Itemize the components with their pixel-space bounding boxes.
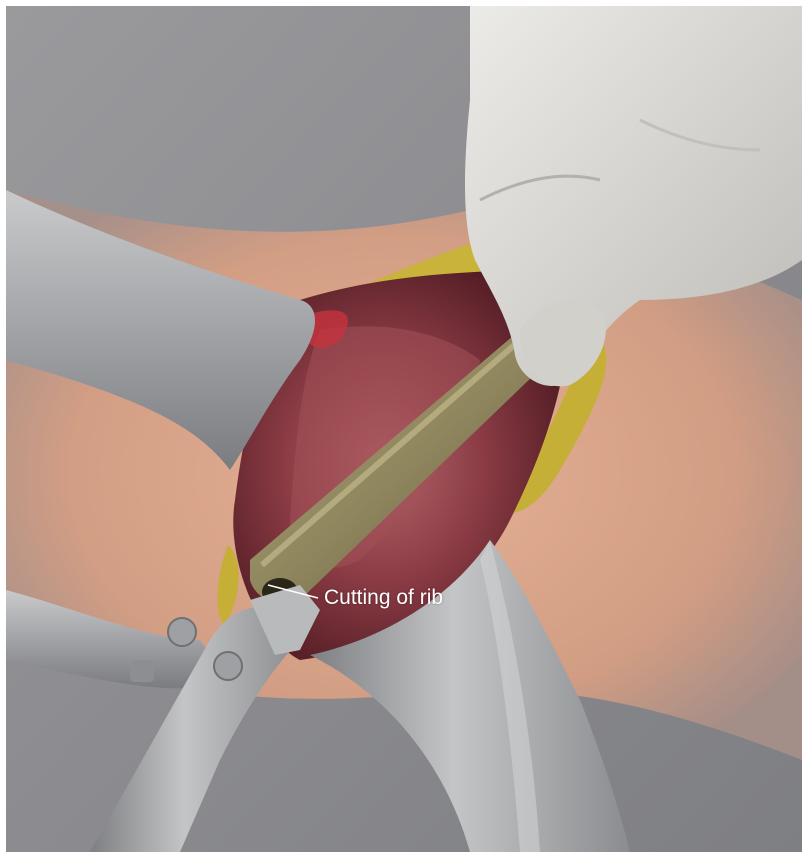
instrument-screw-upper [168, 618, 196, 646]
annotation-label-cutting-of-rib: Cutting of rib [324, 586, 444, 609]
instrument-screw-lower [214, 652, 242, 680]
